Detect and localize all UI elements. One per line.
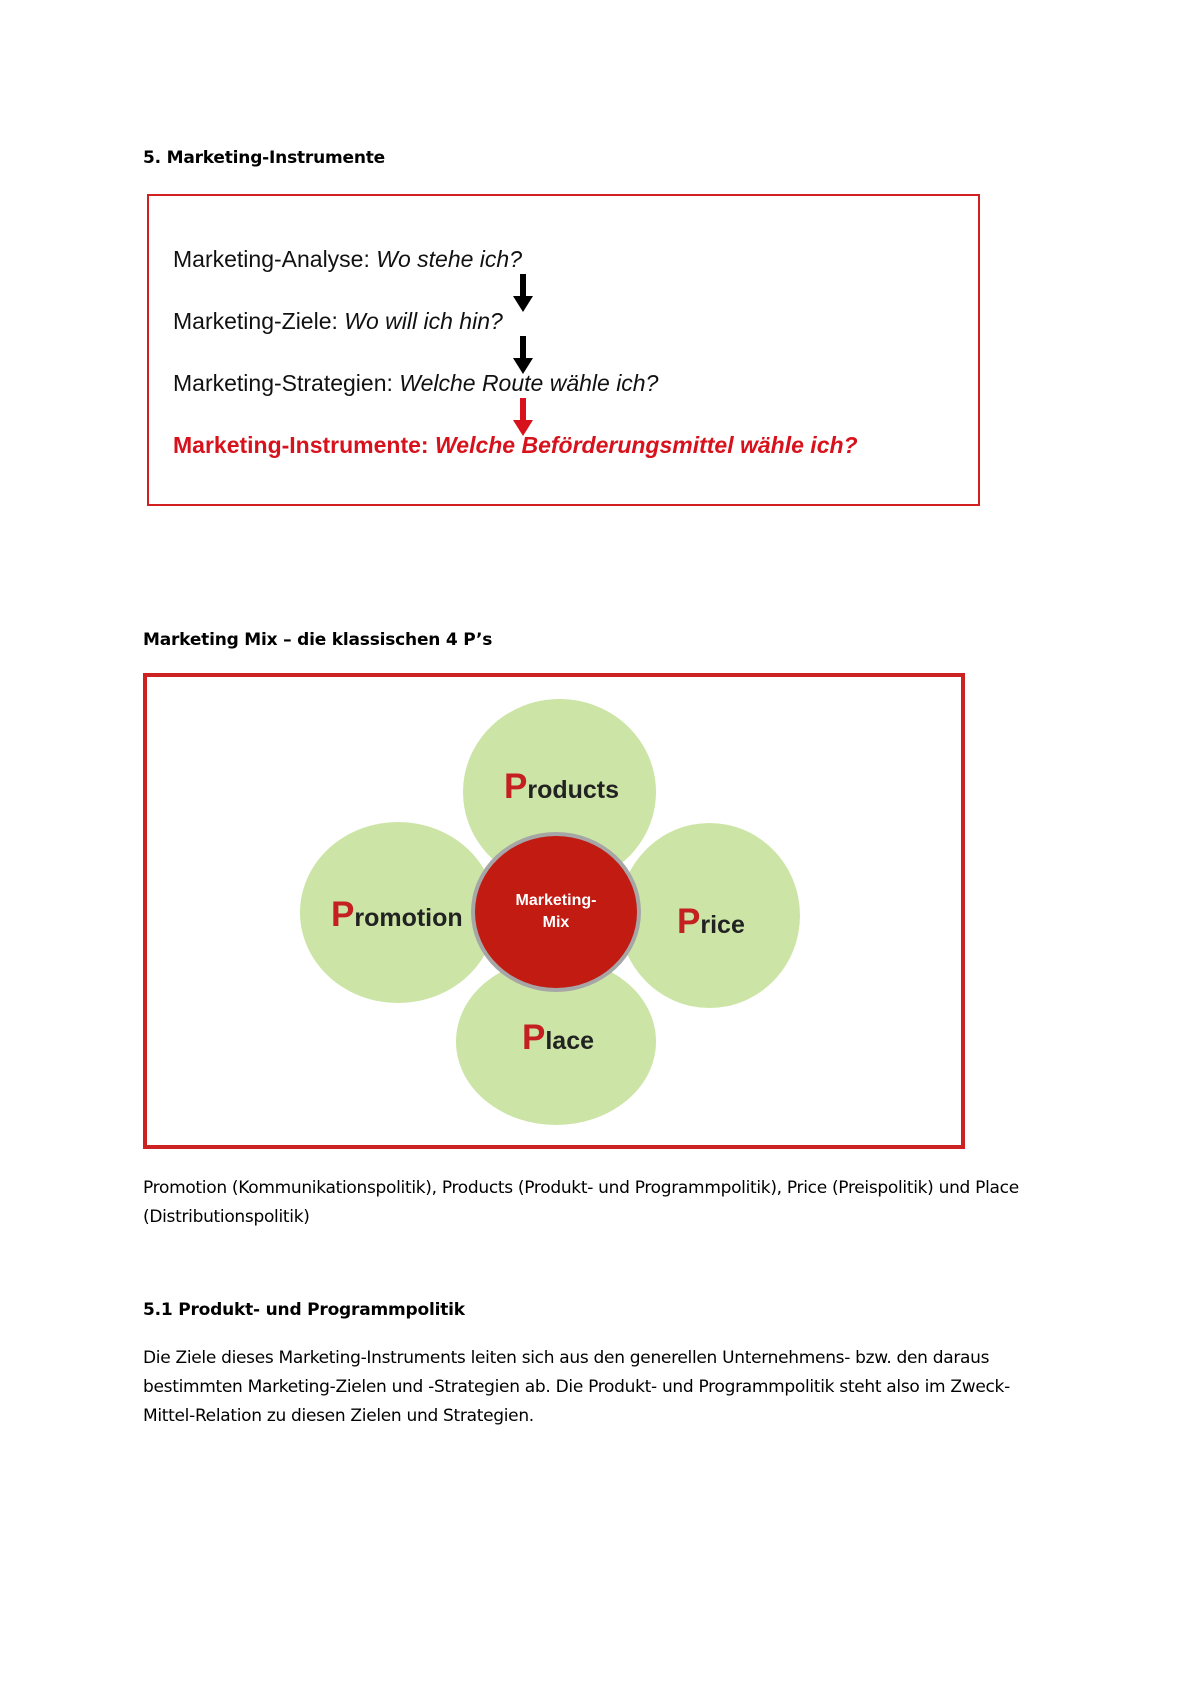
label-products	[504, 767, 619, 807]
down-arrow-icon	[513, 274, 533, 314]
flow-step-label: Marketing-Instrumente:	[173, 432, 429, 458]
initial-letter: P	[677, 902, 701, 941]
planning-flow-diagram	[147, 194, 980, 506]
flow-step-analysis	[173, 246, 522, 273]
flow-step-label: Marketing-Strategien:	[173, 370, 393, 396]
label-promotion	[331, 895, 463, 935]
flow-step-instruments	[173, 432, 858, 459]
mix-heading: Marketing Mix – die klassischen 4 P’s	[143, 630, 493, 650]
mix-description: Promotion (Kommunikationspolitik), Products (Produkt- und Programmpolitik), Price (Preispolitik) und Place (Distributionspolitik)	[143, 1178, 1019, 1227]
marketing-mix-center	[471, 832, 641, 992]
marketing-mix-diagram	[143, 673, 965, 1149]
label-price	[677, 902, 745, 942]
section-heading: 5. Marketing-Instrumente	[143, 148, 385, 168]
flow-step-question: Welche Route wähle ich?	[399, 370, 659, 396]
petal-word: roducts	[527, 776, 620, 804]
flow-step-question: Wo will ich hin?	[344, 308, 503, 334]
initial-letter: P	[504, 767, 528, 806]
petal-word: rice	[700, 911, 745, 939]
label-place	[522, 1018, 594, 1058]
flow-step-label: Marketing-Analyse:	[173, 246, 370, 272]
flow-step-goals	[173, 308, 503, 335]
flow-step-label: Marketing-Ziele:	[173, 308, 338, 334]
subsection-body: Die Ziele dieses Marketing-Instruments leiten sich aus den generellen Unternehmens- bzw. den daraus bestimmten Marketing-Zielen und -Strategien ab. Die Produkt- und Programmpolitik steht also im Zweck-Mittel-Relation zu diesen Zielen und Strategien.	[143, 1348, 1010, 1426]
flow-step-question: Wo stehe ich?	[376, 246, 522, 272]
petal-word: romotion	[354, 904, 463, 932]
initial-letter: P	[331, 895, 355, 934]
petal-word: lace	[545, 1027, 595, 1055]
flow-step-strategies	[173, 370, 658, 397]
center-label: Marketing- Mix	[515, 892, 597, 931]
subsection-heading: 5.1 Produkt- und Programmpolitik	[143, 1300, 465, 1320]
flow-step-question: Welche Beförderungsmittel wähle ich?	[434, 432, 858, 458]
initial-letter: P	[522, 1018, 546, 1057]
